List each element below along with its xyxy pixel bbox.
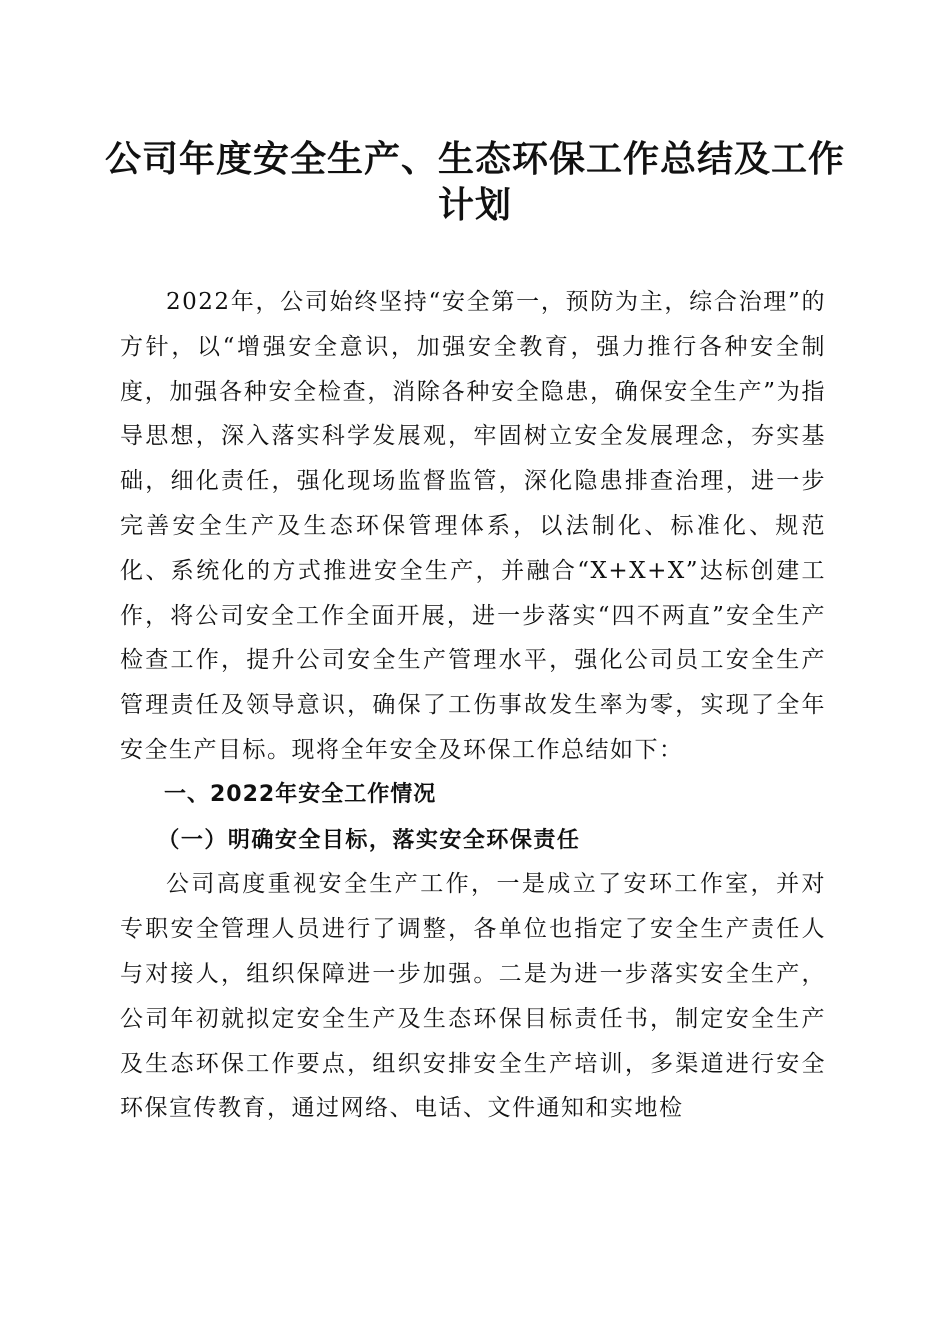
subsection-paragraph-1: 公司高度重视安全生产工作，一是成立了安环工作室，并对专职安全管理人员进行了调整，各单位也指定了安全生产责任人与对接人，组织保障进一步加强。二是为进一步落实安全生产，公司年初就拟定安全生产及生态环保目标责任书，制定安全生产及生态环保工作要点，组织安排安全生产培训，多渠道进行安全环保宣传教育，通过网络、电话、文件通知和实地检 — [120, 871, 826, 1122]
document-title: 公司年度安全生产、生态环保工作总结及工作计划 — [104, 138, 845, 226]
section-heading-1: 一、2022年安全工作情况 — [164, 781, 437, 807]
subsection-heading-1: （一）明确安全目标，落实安全环保责任 — [157, 826, 581, 853]
document-body — [120, 280, 826, 1131]
intro-paragraph: 2022年，公司始终坚持“安全第一，预防为主，综合治理”的方针，以“增强安全意识，加强安全教育，强力推行各种安全制度，加强各种安全检查，消除各种安全隐患，确保安全生产”为指导思想，深入落实科学发展观，牢固树立安全发展理念，夯实基础，细化责任，强化现场监督监管，深化隐患排查治理，进一步完善安全生产及生态环保管理体系，以法制化、标准化、规范化、系统化的方式推进安全生产，并融合“X+X+X”达标创建工作，将公司安全工作全面开展，进一步落实“四不两直”安全生产检查工作，提升公司安全生产管理水平，强化公司员工安全生产管理责任及领导意识，确保了工伤事故发生率为零，实现了全年安全生产目标。现将全年安全及环保工作总结如下： — [120, 289, 826, 763]
